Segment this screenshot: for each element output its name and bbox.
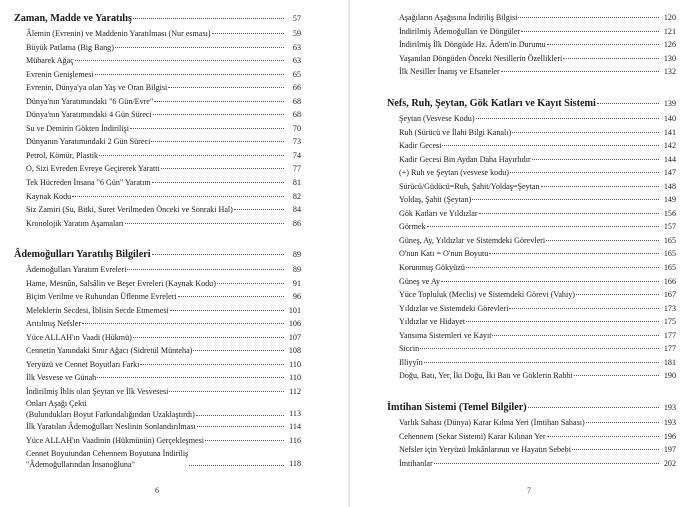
toc-entry[interactable] — [14, 108, 301, 122]
dot-leader — [170, 310, 284, 311]
dot-leader — [434, 463, 659, 464]
entry-title: Âlemin (Evrenin) ve Maddenin Yaratılması (Nur esması) — [26, 29, 211, 38]
dot-leader — [597, 103, 659, 104]
dot-leader — [466, 267, 659, 268]
page-number: 193 — [663, 418, 676, 427]
entry-title: Siz Zamiri (Su, Bitki, Suret Verilmeden Önceki ve Sonraki Hal) — [26, 205, 233, 215]
entry-title: Yüce ALLAH'ın Vaadinin (Hükmünün) Gerçekleşmesi — [26, 436, 204, 446]
toc-entry[interactable] — [14, 149, 301, 163]
dot-leader — [151, 141, 284, 142]
toc-entry[interactable] — [14, 162, 301, 176]
page-number: 63 — [292, 56, 301, 66]
toc-entry[interactable] — [387, 112, 676, 126]
toc-entry[interactable] — [14, 304, 301, 318]
toc-entry[interactable] — [387, 11, 676, 25]
dot-leader — [169, 391, 284, 392]
dot-leader — [133, 337, 284, 338]
page-number: 68 — [292, 96, 301, 106]
toc-entry[interactable] — [14, 358, 301, 372]
entry-title: Evrenin Genişlemesi — [26, 69, 94, 79]
entry-title: Arıtılmış Nefsler — [26, 319, 82, 329]
dot-leader — [427, 226, 659, 227]
dot-leader — [140, 364, 284, 365]
toc-entry[interactable] — [14, 277, 301, 291]
page-number: 63 — [292, 42, 301, 52]
toc-entry[interactable] — [14, 420, 301, 434]
page-number: 202 — [663, 458, 676, 468]
section-heading[interactable] — [387, 96, 676, 112]
toc-entry[interactable] — [387, 443, 676, 457]
toc-section-zaman — [14, 11, 301, 230]
page-number: 190 — [663, 371, 676, 381]
dot-leader — [154, 101, 284, 102]
entry-title: Mübarek Ağaç — [26, 56, 74, 66]
dot-leader — [97, 377, 284, 378]
toc-entry[interactable] — [387, 416, 676, 430]
toc-entry[interactable] — [387, 315, 676, 329]
entry-title: Siccin — [399, 344, 420, 354]
dot-leader — [510, 172, 659, 173]
page-number: 110 — [289, 359, 301, 369]
page-number: 82 — [292, 191, 301, 201]
section-title: İmtihan Sistemi (Temel Bilgiler) — [387, 402, 527, 413]
entry-title: Korunmuş Gökyüzü — [399, 263, 465, 273]
page-number: 106 — [288, 319, 301, 329]
entry-title: Biçim Verilme ve Ruhundan Üflenme Evreleri — [26, 292, 177, 302]
toc-entry[interactable] — [14, 398, 301, 420]
toc-entry[interactable] — [14, 217, 301, 231]
page-number: 177 — [663, 344, 676, 354]
page-number: 130 — [663, 53, 676, 63]
page-number: 139 — [663, 99, 676, 108]
dot-leader — [95, 74, 284, 75]
entry-title: Dünya'nın Yaratımındaki "6 Gün/Evre" — [26, 96, 154, 106]
page-number: 116 — [289, 436, 301, 446]
toc-section-ademogullari — [14, 247, 301, 470]
entry-title: İndirilmiş İblis olan Şeytan ve İlk Vesvesesi — [26, 386, 169, 396]
page-number: 196 — [663, 431, 676, 441]
toc-entry[interactable] — [387, 25, 676, 39]
entry-title: Yaşanılan Döngüden Önceki Nesillerin Özellikleri — [399, 53, 563, 63]
toc-entry[interactable] — [387, 207, 676, 221]
entry-title: Dünyanın Yaratımındaki 2 Gün Süreci — [26, 137, 151, 147]
page-number: 74 — [292, 150, 301, 160]
dot-leader — [234, 209, 284, 210]
page-number: 173 — [663, 303, 676, 313]
toc-entry[interactable] — [14, 122, 301, 136]
dot-leader — [512, 132, 659, 133]
entry-title: Cehennem (Sekar Sistemi) Karar Kılınan Yer — [399, 431, 546, 441]
entry-title: Yüce Topluluk (Meclis) ve Sistemdeki Görevi (Vahiy) — [399, 290, 575, 300]
entry-title: Yeryüzü ve Cennet Boyutları Farkı — [26, 359, 140, 369]
dot-leader — [441, 281, 659, 282]
entry-title: Yüce ALLAH'ın Vaadi (Hükmü) — [26, 332, 132, 342]
page-number: 101 — [288, 305, 301, 315]
toc-entry[interactable] — [14, 27, 301, 41]
toc-entry[interactable] — [14, 54, 301, 68]
toc-entry[interactable] — [387, 38, 676, 52]
page-number: 126 — [663, 40, 676, 50]
dot-leader — [152, 254, 284, 255]
page-number: 118 — [289, 458, 301, 468]
dot-leader — [472, 199, 659, 200]
dot-leader — [576, 294, 659, 295]
dot-leader — [99, 155, 284, 156]
toc-entry[interactable] — [387, 234, 676, 248]
dot-leader — [518, 17, 659, 18]
entry-title: Ruh (Sürücü ve İlahi Bilgi Kanalı) — [399, 127, 512, 137]
entry-title: Kadir Gecesi Bin Aydan Daha Hayırlıdır — [399, 154, 531, 164]
entry-title: Meleklerin Secdesi, İblisin Secde Etmemesi — [26, 305, 169, 315]
dot-leader — [189, 465, 284, 466]
page-number: 96 — [292, 292, 301, 302]
toc-entry[interactable] — [387, 180, 676, 194]
toc-entry[interactable] — [387, 166, 676, 180]
entry-title: Su ve Demirin Gökten İndirilişi — [26, 123, 129, 133]
page-number: 112 — [289, 386, 301, 396]
section-heading[interactable] — [14, 247, 301, 263]
page-number: 59 — [292, 29, 301, 38]
section-title: Nefs, Ruh, Şeytan, Gök Katları ve Kayıt Sistemi — [387, 98, 596, 109]
page-number: 167 — [663, 290, 676, 300]
toc-entry[interactable] — [14, 135, 301, 149]
entry-title: Âdemoğulları Yaratım Evreleri — [26, 265, 127, 274]
dot-leader — [528, 407, 659, 408]
entry-title: Güneş ve Ay — [399, 276, 441, 286]
page-number: 84 — [292, 205, 301, 215]
entry-title: Dünya'nın Yaratımındaki 4 Gün Süreci — [26, 110, 152, 120]
dot-leader — [574, 375, 659, 376]
dot-leader — [547, 44, 659, 45]
page-number: 113 — [289, 409, 301, 419]
page-folio: 7 — [527, 486, 531, 495]
page-number: 121 — [663, 26, 676, 36]
page-number: 86 — [292, 218, 301, 228]
toc-entry[interactable] — [387, 288, 676, 302]
toc-entry[interactable] — [387, 247, 676, 261]
toc-entry[interactable] — [387, 153, 676, 167]
page-number: 181 — [663, 357, 676, 367]
entry-title — [14, 448, 188, 470]
toc-entry[interactable] — [387, 126, 676, 140]
page-number: 165 — [663, 263, 676, 273]
toc-entry[interactable] — [387, 52, 676, 66]
toc-entry[interactable] — [387, 329, 676, 343]
dot-leader — [442, 145, 659, 146]
entry-title: Doğu, Batı, Yer, İki Doğu, İki Batı ve Göklerin Rabbi — [399, 371, 573, 381]
dot-leader — [586, 422, 659, 423]
dot-leader — [509, 308, 659, 309]
page-number: 107 — [288, 332, 301, 342]
toc-entry[interactable] — [14, 95, 301, 109]
entry-title: İlk Nesiller İnanış ve Efsaneler — [399, 67, 500, 77]
entry-title: Aşağıların Aşağısına İndiriliş Bilgisi — [399, 13, 518, 22]
entry-title: Yoldaş, Şahit (Şeytan) — [399, 195, 472, 205]
toc-entry[interactable] — [14, 448, 301, 470]
entry-title-line2: (Bulundukları Boyut Farkındalığından Uzaklaştırdı) — [26, 410, 195, 420]
dot-leader — [541, 186, 659, 187]
toc-entry[interactable] — [387, 457, 676, 471]
section-title: Zaman, Madde ve Yaratılış — [14, 13, 132, 24]
entry-title: İlk Vesvese ve Günah — [26, 373, 97, 383]
toc-entry[interactable] — [387, 193, 676, 207]
toc-entry[interactable] — [14, 68, 301, 82]
entry-title-line1: Onları Aşağı Çekti — [26, 399, 87, 409]
entry-title-line1: Cennet Boyutundan Cehennem Boyutuna İndiriliş — [26, 448, 189, 458]
dot-leader — [115, 47, 284, 48]
page-number: 142 — [663, 141, 676, 151]
entry-title: (+) Ruh ve Şeytan (vesvese kodu) — [399, 168, 509, 178]
entry-title: Petrol, Kömür, Plastik — [26, 150, 99, 160]
dot-leader — [572, 449, 659, 450]
page-number: 157 — [663, 222, 676, 232]
toc-entry[interactable] — [14, 385, 301, 399]
toc-entry[interactable] — [14, 331, 301, 345]
page-number: 91 — [292, 278, 301, 288]
entry-title: İndirilmiş Âdemoğulları ve Döngüler — [399, 26, 521, 36]
entry-title: İlk Yaratılan Âdemoğulları Neslinin Sonlandırılması — [26, 422, 196, 432]
dot-leader — [168, 87, 284, 88]
entry-title: O, Sizi Evreden Evreye Geçirerek Yarattı — [26, 164, 160, 174]
page-number: 89 — [292, 250, 301, 259]
entry-title: Şeytan (Vesvese Kodu) — [399, 114, 475, 123]
dot-leader — [82, 323, 284, 324]
entry-title — [14, 398, 195, 420]
page-number: 156 — [663, 208, 676, 218]
entry-title: Tek Hücreden İnsana "6 Gün" Yaratım — [26, 178, 151, 188]
entry-title-line2: "Âdemoğullarından İnsanoğluna" — [26, 459, 135, 469]
entry-title: Sürücü/Güdücü=Ruh, Şahit/Yoldaş=Şeytan — [399, 181, 540, 191]
page-number: 141 — [663, 127, 676, 137]
dot-leader — [501, 71, 659, 72]
page-number: 65 — [292, 69, 301, 79]
page-number: 81 — [292, 178, 301, 188]
dot-leader — [75, 60, 284, 61]
page-number: 165 — [663, 235, 676, 245]
left-page — [0, 0, 349, 507]
entry-title: Kadir Gecesi — [399, 141, 442, 151]
dot-leader — [161, 168, 284, 169]
dot-leader — [212, 33, 284, 34]
toc-entry[interactable] — [14, 81, 301, 95]
dot-leader — [72, 196, 284, 197]
page-folio: 6 — [155, 486, 159, 495]
entry-title: Evrenin, Dünya'ya olan Yaş ve Oran Bilgisi — [26, 83, 168, 93]
toc-entry[interactable] — [387, 356, 676, 370]
page-number: 144 — [663, 154, 676, 164]
dot-leader — [178, 296, 284, 297]
dot-leader — [492, 335, 659, 336]
right-page — [350, 0, 699, 507]
dot-leader — [521, 31, 659, 32]
page-number: 66 — [292, 83, 301, 93]
page-number: 166 — [663, 276, 676, 286]
toc-entry[interactable] — [14, 344, 301, 358]
page-number: 165 — [663, 249, 676, 259]
dot-leader — [125, 223, 284, 224]
toc-entry[interactable] — [14, 371, 301, 385]
page-number: 114 — [289, 422, 301, 432]
entry-title: Kronolojik Yaratım Aşamaları — [26, 218, 124, 228]
toc-entry[interactable] — [14, 41, 301, 55]
entry-title: Illiyyîn — [399, 357, 423, 367]
dot-leader — [130, 128, 284, 129]
dot-leader — [479, 213, 659, 214]
toc-entry[interactable] — [387, 220, 676, 234]
dot-leader — [152, 182, 284, 183]
dot-leader — [217, 283, 284, 284]
toc-entry[interactable] — [387, 302, 676, 316]
page-number: 197 — [663, 445, 676, 455]
page-number: 193 — [663, 403, 676, 412]
entry-title: Hame, Mesnûn, Salsâlin ve Beşer Evreleri (Kaynak Kodu) — [26, 278, 216, 288]
dot-leader — [563, 58, 659, 59]
page-number: 108 — [288, 346, 301, 356]
entry-title: Yansıma Sistemleri ve Kayıt — [399, 330, 492, 340]
page-number: 57 — [292, 14, 301, 23]
dot-leader — [489, 253, 659, 254]
dot-leader — [197, 426, 284, 427]
dot-leader — [546, 240, 659, 241]
toc-entry[interactable] — [14, 317, 301, 331]
section-heading[interactable] — [387, 400, 676, 416]
page-number: 177 — [663, 330, 676, 340]
page-number: 70 — [292, 123, 301, 133]
page-number: 89 — [292, 265, 301, 274]
toc-entry[interactable] — [387, 275, 676, 289]
page-number: 68 — [292, 110, 301, 120]
entry-title: İmtihanlar — [399, 458, 433, 468]
dot-leader — [127, 269, 284, 270]
entry-title: Güneş, Ay, Yıldızlar ve Sistemdeki Görevleri — [399, 235, 546, 245]
dot-leader — [420, 348, 659, 349]
dot-leader — [547, 436, 659, 437]
toc-section-continued — [387, 11, 676, 79]
entry-title: Cennetin Yanındaki Sınır Ağacı (Sidretül Münteha) — [26, 346, 193, 356]
entry-title: Görmek — [399, 222, 426, 232]
toc-entry[interactable] — [14, 263, 301, 277]
page-number: 147 — [663, 168, 676, 178]
page-number: 77 — [292, 164, 301, 174]
toc-entry[interactable] — [14, 176, 301, 190]
entry-title: Yıldızlar ve Sistemdeki Görevleri — [399, 303, 509, 313]
entry-title: Varlık Sahası (Dünya) Karar Kılma Yeri (İmtihan Sahası) — [399, 418, 585, 427]
toc-entry[interactable] — [14, 434, 301, 448]
toc-entry[interactable] — [14, 190, 301, 204]
toc-entry[interactable] — [14, 203, 301, 217]
dot-leader — [424, 362, 659, 363]
entry-title: Yıldızlar ve Hidayet — [399, 317, 466, 327]
toc-section-imtihan — [387, 400, 676, 470]
page-number: 132 — [663, 67, 676, 77]
toc-entry[interactable] — [387, 430, 676, 444]
toc-entry[interactable] — [387, 139, 676, 153]
toc-entry[interactable] — [387, 65, 676, 79]
entry-title: Büyük Patlama (Big Bang) — [26, 42, 114, 52]
page-number: 140 — [663, 114, 676, 123]
page-number: 148 — [663, 181, 676, 191]
dot-leader — [196, 415, 284, 416]
page-number: 110 — [289, 373, 301, 383]
dot-leader — [193, 350, 284, 351]
entry-title: Kaynak Kodu — [26, 191, 72, 201]
toc-entry[interactable] — [14, 290, 301, 304]
dot-leader — [476, 118, 659, 119]
toc-entry[interactable] — [387, 369, 676, 383]
dot-leader — [466, 321, 659, 322]
entry-title: O'nun Katı = O'nun Boyutu — [399, 249, 489, 259]
toc-entry[interactable] — [387, 342, 676, 356]
page-number: 73 — [292, 137, 301, 147]
section-title: Âdemoğulları Yaratılış Bilgileri — [14, 249, 151, 260]
toc-section-nefs — [387, 96, 676, 383]
page-number: 149 — [663, 195, 676, 205]
dot-leader — [133, 18, 284, 19]
section-heading[interactable] — [14, 11, 301, 27]
page-number: 120 — [663, 13, 676, 22]
page-number: 175 — [663, 317, 676, 327]
toc-entry[interactable] — [387, 261, 676, 275]
dot-leader — [153, 114, 284, 115]
entry-title: Nefsler için Yeryüzü İmkânlarının ve Hayatın Sebebi — [399, 445, 571, 455]
entry-title: İndirilmiş İlk Döngüde Hz. Âdem'in Durumu — [399, 40, 546, 50]
dot-leader — [532, 159, 659, 160]
dot-leader — [205, 440, 284, 441]
entry-title: Gök Katları ve Yıldızlar — [399, 208, 478, 218]
